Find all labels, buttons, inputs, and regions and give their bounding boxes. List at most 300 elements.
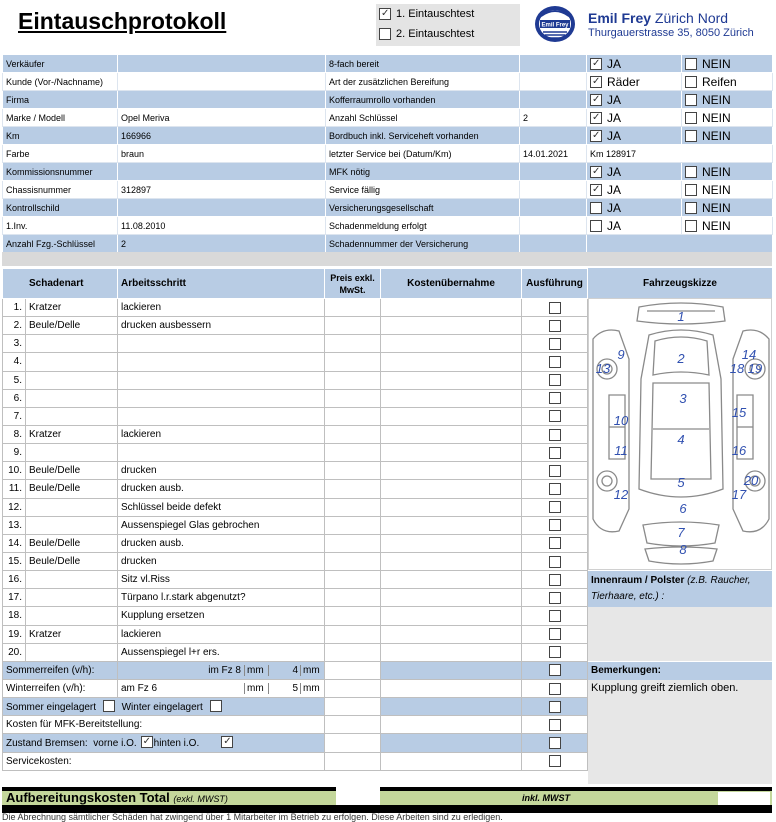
info-label2: Schadenmeldung erfolgt bbox=[326, 217, 520, 235]
ausfuehrung-checkbox[interactable] bbox=[549, 664, 561, 676]
damage-type[interactable]: Beule/Delle bbox=[26, 552, 118, 570]
sketch-label: 16 bbox=[731, 443, 747, 458]
info-label2: Service fällig bbox=[326, 181, 520, 199]
ausfuehrung-cell[interactable] bbox=[522, 716, 588, 734]
ausfuehrung-checkbox[interactable] bbox=[549, 755, 561, 767]
damage-type[interactable] bbox=[26, 444, 118, 462]
info-value2[interactable]: 2 bbox=[520, 109, 587, 127]
info-value[interactable] bbox=[118, 73, 326, 91]
sketch-label: 6 bbox=[679, 501, 687, 516]
ausfuehrung-checkbox[interactable] bbox=[549, 447, 561, 459]
damage-number: 9. bbox=[3, 444, 26, 462]
info-value2[interactable] bbox=[520, 181, 587, 199]
ja-checkbox[interactable] bbox=[590, 184, 602, 196]
ausfuehrung-checkbox[interactable] bbox=[549, 537, 561, 549]
nein-label: Reifen bbox=[702, 74, 737, 89]
info-label2: 8-fach bereit bbox=[326, 55, 520, 73]
innenraum-hint: (z.B. Raucher, Tierhaare, etc.) : bbox=[591, 575, 751, 602]
info-label: Firma bbox=[3, 91, 118, 109]
ausfuehrung-cell[interactable] bbox=[522, 607, 588, 625]
info-value2[interactable] bbox=[520, 73, 587, 91]
damage-price[interactable] bbox=[325, 389, 381, 407]
nein-option[interactable] bbox=[682, 91, 773, 109]
damage-row bbox=[3, 498, 588, 516]
ja-checkbox[interactable] bbox=[590, 220, 602, 232]
extra-price[interactable] bbox=[325, 734, 381, 752]
damage-cost[interactable] bbox=[381, 552, 522, 570]
damage-cost[interactable] bbox=[381, 425, 522, 443]
damage-number: 19. bbox=[3, 625, 26, 643]
ja-label: Räder bbox=[607, 74, 640, 89]
damage-step[interactable] bbox=[118, 389, 325, 407]
sketch-label: 2 bbox=[677, 351, 685, 366]
extra-price[interactable] bbox=[325, 679, 381, 697]
winter-eingelagert-checkbox[interactable] bbox=[210, 700, 222, 712]
info-label: Verkäufer bbox=[3, 55, 118, 73]
ausfuehrung-checkbox[interactable] bbox=[549, 356, 561, 368]
damage-price[interactable] bbox=[325, 317, 381, 335]
damage-type[interactable]: Beule/Delle bbox=[26, 480, 118, 498]
ja-option[interactable] bbox=[587, 127, 682, 145]
info-value2[interactable] bbox=[520, 217, 587, 235]
bremsen-hinten-checkbox[interactable] bbox=[221, 736, 233, 748]
nein-option[interactable] bbox=[682, 217, 773, 235]
ausfuehrung-cell[interactable] bbox=[522, 353, 588, 371]
damage-step[interactable]: Aussenspiegel l+r ers. bbox=[118, 643, 325, 661]
damage-price[interactable] bbox=[325, 407, 381, 425]
damage-price[interactable] bbox=[325, 589, 381, 607]
damage-cost[interactable] bbox=[381, 498, 522, 516]
ja-checkbox[interactable] bbox=[590, 94, 602, 106]
damage-type[interactable]: Beule/Delle bbox=[26, 534, 118, 552]
winter-label: Winterreifen (v/h): bbox=[3, 679, 118, 697]
damage-price[interactable] bbox=[325, 444, 381, 462]
damage-step[interactable]: Türpano l.r.stark abgenutzt? bbox=[118, 589, 325, 607]
damage-row bbox=[3, 299, 588, 317]
damage-price[interactable] bbox=[325, 335, 381, 353]
test1-label: 1. Eintauschtest bbox=[396, 8, 475, 20]
damage-step[interactable]: Aussenspiegel Glas gebrochen bbox=[118, 516, 325, 534]
damage-step[interactable]: lackieren bbox=[118, 299, 325, 317]
damage-price[interactable] bbox=[325, 607, 381, 625]
ausfuehrung-checkbox[interactable] bbox=[549, 302, 561, 314]
damage-row bbox=[3, 407, 588, 425]
info-extra[interactable]: Km 128917 bbox=[587, 145, 773, 163]
sketch-label: 20 bbox=[743, 473, 759, 488]
damage-price[interactable] bbox=[325, 534, 381, 552]
damage-type[interactable]: Beule/Delle bbox=[26, 317, 118, 335]
ausfuehrung-cell[interactable] bbox=[522, 679, 588, 697]
ausfuehrung-cell[interactable] bbox=[522, 643, 588, 661]
extra-cost[interactable] bbox=[381, 734, 522, 752]
damage-step[interactable]: Schlüssel beide defekt bbox=[118, 498, 325, 516]
info-value2[interactable] bbox=[520, 199, 587, 217]
damage-type[interactable] bbox=[26, 335, 118, 353]
info-value2[interactable] bbox=[520, 127, 587, 145]
nein-option[interactable] bbox=[682, 73, 773, 91]
info-value2[interactable] bbox=[520, 91, 587, 109]
damage-number: 14. bbox=[3, 534, 26, 552]
nein-label: NEIN bbox=[702, 164, 731, 179]
damage-type[interactable] bbox=[26, 607, 118, 625]
ausfuehrung-checkbox[interactable] bbox=[549, 374, 561, 386]
nein-checkbox[interactable] bbox=[685, 166, 697, 178]
ja-checkbox[interactable] bbox=[590, 58, 602, 70]
damage-cost[interactable] bbox=[381, 335, 522, 353]
damage-cost[interactable] bbox=[381, 389, 522, 407]
ausfuehrung-cell[interactable] bbox=[522, 752, 588, 770]
ausfuehrung-cell[interactable] bbox=[522, 317, 588, 335]
ja-label: JA bbox=[607, 92, 622, 107]
damage-cost[interactable] bbox=[381, 625, 522, 643]
test-selection-box bbox=[376, 4, 520, 46]
winter-val2[interactable]: 5 bbox=[268, 683, 300, 694]
info-value[interactable]: 312897 bbox=[118, 181, 326, 199]
service-label: Servicekosten: bbox=[3, 752, 325, 770]
ausfuehrung-checkbox[interactable] bbox=[549, 646, 561, 658]
damage-number: 11. bbox=[3, 480, 26, 498]
ja-option[interactable] bbox=[587, 217, 682, 235]
nein-option[interactable] bbox=[682, 199, 773, 217]
damage-cost[interactable] bbox=[381, 589, 522, 607]
damage-cost[interactable] bbox=[381, 317, 522, 335]
damage-cost[interactable] bbox=[381, 607, 522, 625]
info-value2[interactable] bbox=[520, 235, 587, 253]
nein-checkbox[interactable] bbox=[685, 202, 697, 214]
ja-option[interactable] bbox=[587, 55, 682, 73]
ausfuehrung-cell[interactable] bbox=[522, 516, 588, 534]
info-empty[interactable] bbox=[587, 235, 773, 253]
ausfuehrung-checkbox[interactable] bbox=[549, 737, 561, 749]
sommer-text[interactable]: im Fz 8 bbox=[208, 664, 241, 676]
ja-option[interactable] bbox=[587, 199, 682, 217]
ausfuehrung-checkbox[interactable] bbox=[549, 556, 561, 568]
info-row bbox=[3, 55, 773, 73]
winter-eingelagert-label: Winter eingelagert bbox=[121, 702, 203, 714]
ausfuehrung-cell[interactable] bbox=[522, 625, 588, 643]
damage-type[interactable] bbox=[26, 643, 118, 661]
ausfuehrung-cell[interactable] bbox=[522, 498, 588, 516]
damage-price[interactable] bbox=[325, 498, 381, 516]
info-value[interactable]: Opel Meriva bbox=[118, 109, 326, 127]
ausfuehrung-checkbox[interactable] bbox=[549, 465, 561, 477]
damage-cost[interactable] bbox=[381, 480, 522, 498]
damage-type[interactable] bbox=[26, 353, 118, 371]
info-value2[interactable]: 14.01.2021 bbox=[520, 145, 587, 163]
ja-option[interactable] bbox=[587, 91, 682, 109]
damage-price[interactable] bbox=[325, 516, 381, 534]
damage-number: 18. bbox=[3, 607, 26, 625]
damage-type[interactable] bbox=[26, 571, 118, 589]
damage-cost[interactable] bbox=[381, 444, 522, 462]
ausfuehrung-checkbox[interactable] bbox=[549, 410, 561, 422]
sommer-values bbox=[118, 661, 325, 679]
company-name: Emil Frey Zürich Nord bbox=[588, 10, 729, 26]
damage-step[interactable] bbox=[118, 444, 325, 462]
ja-checkbox[interactable] bbox=[590, 76, 602, 88]
ja-label: JA bbox=[607, 110, 622, 125]
ausfuehrung-checkbox[interactable] bbox=[549, 483, 561, 495]
ja-checkbox[interactable] bbox=[590, 166, 602, 178]
info-value2[interactable] bbox=[520, 163, 587, 181]
innenraum-input[interactable] bbox=[588, 607, 772, 661]
nein-checkbox[interactable] bbox=[685, 94, 697, 106]
damage-type[interactable]: Kratzer bbox=[26, 625, 118, 643]
ausfuehrung-checkbox[interactable] bbox=[549, 574, 561, 586]
nein-option[interactable] bbox=[682, 127, 773, 145]
info-value2[interactable] bbox=[520, 55, 587, 73]
damage-price[interactable] bbox=[325, 571, 381, 589]
sommer-val2[interactable]: 4 bbox=[268, 665, 300, 676]
info-value[interactable]: braun bbox=[118, 145, 326, 163]
ausfuehrung-cell[interactable] bbox=[522, 534, 588, 552]
ausfuehrung-checkbox[interactable] bbox=[549, 628, 561, 640]
nein-checkbox[interactable] bbox=[685, 112, 697, 124]
nein-option[interactable] bbox=[682, 163, 773, 181]
ja-option[interactable] bbox=[587, 163, 682, 181]
damage-cost[interactable] bbox=[381, 462, 522, 480]
ausfuehrung-cell[interactable] bbox=[522, 407, 588, 425]
ausfuehrung-cell[interactable] bbox=[522, 698, 588, 716]
extra-cost[interactable] bbox=[381, 716, 522, 734]
nein-checkbox[interactable] bbox=[685, 58, 697, 70]
ausfuehrung-cell[interactable] bbox=[522, 571, 588, 589]
damage-cost[interactable] bbox=[381, 571, 522, 589]
ausfuehrung-checkbox[interactable] bbox=[549, 392, 561, 404]
damage-type[interactable]: Beule/Delle bbox=[26, 462, 118, 480]
damage-step[interactable]: drucken ausbessern bbox=[118, 317, 325, 335]
damage-type[interactable] bbox=[26, 516, 118, 534]
ausfuehrung-checkbox[interactable] bbox=[549, 519, 561, 531]
ausfuehrung-cell[interactable] bbox=[522, 661, 588, 679]
damage-number: 2. bbox=[3, 317, 26, 335]
nein-checkbox[interactable] bbox=[685, 130, 697, 142]
ausfuehrung-cell[interactable] bbox=[522, 444, 588, 462]
extra-price[interactable] bbox=[325, 752, 381, 770]
ausfuehrung-checkbox[interactable] bbox=[549, 610, 561, 622]
info-value[interactable] bbox=[118, 91, 326, 109]
damage-price[interactable] bbox=[325, 625, 381, 643]
damage-number: 4. bbox=[3, 353, 26, 371]
damage-cost[interactable] bbox=[381, 516, 522, 534]
bemerkungen-input[interactable]: Kupplung greift ziemlich oben. bbox=[588, 680, 772, 784]
damage-step[interactable]: Kupplung ersetzen bbox=[118, 607, 325, 625]
footnote: Die Abrechnung sämtlicher Schäden hat zwingend über 1 Mitarbeiter im Betrieb zu erfolgen. Diese Arbeiten sind zu erledigen. bbox=[2, 812, 503, 822]
damage-price[interactable] bbox=[325, 462, 381, 480]
damage-row bbox=[3, 317, 588, 335]
damage-type[interactable] bbox=[26, 589, 118, 607]
nein-label: NEIN bbox=[702, 92, 731, 107]
ausfuehrung-cell[interactable] bbox=[522, 589, 588, 607]
damage-type[interactable] bbox=[26, 389, 118, 407]
nein-checkbox[interactable] bbox=[685, 220, 697, 232]
damage-price[interactable] bbox=[325, 425, 381, 443]
damage-price[interactable] bbox=[325, 643, 381, 661]
sommer-eingelagert-label: Sommer eingelagert bbox=[6, 702, 97, 714]
nein-checkbox[interactable] bbox=[685, 184, 697, 196]
sommer-unit2: mm bbox=[300, 665, 324, 676]
extra-cost[interactable] bbox=[381, 752, 522, 770]
info-row bbox=[3, 199, 773, 217]
info-label: Farbe bbox=[3, 145, 118, 163]
header-ausfuehrung: Ausführung bbox=[522, 269, 588, 299]
damage-number: 8. bbox=[3, 425, 26, 443]
info-row bbox=[3, 127, 773, 145]
ausfuehrung-checkbox[interactable] bbox=[549, 701, 561, 713]
ausfuehrung-cell[interactable] bbox=[522, 734, 588, 752]
extra-price[interactable] bbox=[325, 716, 381, 734]
damage-extra-row bbox=[3, 734, 588, 752]
ja-label: JA bbox=[607, 56, 622, 71]
ausfuehrung-checkbox[interactable] bbox=[549, 429, 561, 441]
damage-type[interactable] bbox=[26, 498, 118, 516]
damage-step[interactable]: lackieren bbox=[118, 625, 325, 643]
bremsen-hinten-label: hinten i.O. bbox=[153, 738, 200, 750]
damage-cost[interactable] bbox=[381, 299, 522, 317]
damage-step[interactable]: drucken bbox=[118, 462, 325, 480]
extra-price[interactable] bbox=[325, 661, 381, 679]
extra-price[interactable] bbox=[325, 698, 381, 716]
info-value[interactable] bbox=[118, 199, 326, 217]
header-kostenuebernahme: Kostenübernahme bbox=[381, 269, 522, 299]
damage-step[interactable]: drucken ausb. bbox=[118, 534, 325, 552]
damage-type[interactable] bbox=[26, 371, 118, 389]
extra-cost[interactable] bbox=[381, 661, 522, 679]
nein-option[interactable] bbox=[682, 181, 773, 199]
nein-option[interactable] bbox=[682, 109, 773, 127]
damage-extra-row bbox=[3, 661, 588, 679]
ausfuehrung-checkbox[interactable] bbox=[549, 320, 561, 332]
info-value[interactable]: 166966 bbox=[118, 127, 326, 145]
info-value[interactable]: 2 bbox=[118, 235, 326, 253]
nein-label: NEIN bbox=[702, 56, 731, 71]
sketch-label: 13 bbox=[595, 361, 611, 376]
sommer-unit1: mm bbox=[244, 665, 268, 676]
total-mwst-field[interactable] bbox=[718, 792, 770, 806]
sketch-label: 14 bbox=[741, 347, 757, 362]
sketch-label: 19 bbox=[747, 361, 763, 376]
winter-text[interactable]: am Fz 6 bbox=[121, 683, 158, 695]
ausfuehrung-cell[interactable] bbox=[522, 425, 588, 443]
damage-row bbox=[3, 425, 588, 443]
ausfuehrung-checkbox[interactable] bbox=[549, 501, 561, 513]
sketch-label: 1 bbox=[677, 309, 685, 324]
nein-option[interactable] bbox=[682, 55, 773, 73]
ausfuehrung-cell[interactable] bbox=[522, 335, 588, 353]
damage-cost[interactable] bbox=[381, 353, 522, 371]
damage-extra-row bbox=[3, 679, 588, 697]
damage-number: 3. bbox=[3, 335, 26, 353]
bremsen-cell bbox=[3, 734, 325, 752]
company-address: Thurgauerstrasse 35, 8050 Zürich bbox=[588, 27, 754, 39]
ausfuehrung-checkbox[interactable] bbox=[549, 592, 561, 604]
info-value[interactable]: 11.08.2010 bbox=[118, 217, 326, 235]
ja-option[interactable] bbox=[587, 109, 682, 127]
damage-price[interactable] bbox=[325, 552, 381, 570]
info-label2: Anzahl Schlüssel bbox=[326, 109, 520, 127]
info-row bbox=[3, 235, 773, 253]
damage-price[interactable] bbox=[325, 480, 381, 498]
bremsen-vorne-checkbox[interactable] bbox=[141, 736, 153, 748]
sommer-eingelagert-checkbox[interactable] bbox=[103, 700, 115, 712]
winter-unit1: mm bbox=[244, 683, 268, 694]
damage-step[interactable] bbox=[118, 407, 325, 425]
damage-price[interactable] bbox=[325, 371, 381, 389]
damage-step[interactable] bbox=[118, 353, 325, 371]
ja-checkbox[interactable] bbox=[590, 112, 602, 124]
ausfuehrung-cell[interactable] bbox=[522, 389, 588, 407]
header-arbeitsschritt: Arbeitsschritt bbox=[118, 269, 325, 299]
extra-cost[interactable] bbox=[381, 679, 522, 697]
sketch-label: 15 bbox=[731, 405, 747, 420]
damage-cost[interactable] bbox=[381, 643, 522, 661]
nein-checkbox[interactable] bbox=[685, 76, 697, 88]
ja-option[interactable] bbox=[587, 73, 682, 91]
ja-checkbox[interactable] bbox=[590, 202, 602, 214]
sketch-label: 8 bbox=[679, 542, 687, 557]
ja-checkbox[interactable] bbox=[590, 130, 602, 142]
damage-step[interactable]: lackieren bbox=[118, 425, 325, 443]
test1-checkbox[interactable] bbox=[379, 8, 391, 20]
info-label2: Art der zusätzlichen Bereifung bbox=[326, 73, 520, 91]
damage-step[interactable]: drucken bbox=[118, 552, 325, 570]
damage-cost[interactable] bbox=[381, 371, 522, 389]
company-block bbox=[588, 10, 754, 39]
damage-type[interactable]: Kratzer bbox=[26, 425, 118, 443]
damage-step[interactable] bbox=[118, 371, 325, 389]
ausfuehrung-checkbox[interactable] bbox=[549, 719, 561, 731]
damage-type[interactable]: Kratzer bbox=[26, 299, 118, 317]
sketch-label: 7 bbox=[677, 525, 685, 540]
damage-price[interactable] bbox=[325, 353, 381, 371]
mfk-label: Kosten für MFK-Bereitstellung: bbox=[3, 716, 325, 734]
damage-type[interactable] bbox=[26, 407, 118, 425]
bremsen-vorne-label: vorne i.O. bbox=[93, 738, 137, 750]
damage-cost[interactable] bbox=[381, 534, 522, 552]
test1-row[interactable] bbox=[379, 8, 474, 20]
damage-price[interactable] bbox=[325, 299, 381, 317]
ausfuehrung-checkbox[interactable] bbox=[549, 683, 561, 695]
ausfuehrung-cell[interactable] bbox=[522, 371, 588, 389]
sketch-label: 5 bbox=[677, 475, 685, 490]
info-row bbox=[3, 91, 773, 109]
ausfuehrung-checkbox[interactable] bbox=[549, 338, 561, 350]
vehicle-sketch[interactable] bbox=[588, 298, 772, 570]
sketch-header: Fahrzeugskizze bbox=[588, 268, 772, 298]
ausfuehrung-cell[interactable] bbox=[522, 552, 588, 570]
sketch-label: 11 bbox=[614, 443, 628, 458]
ja-option[interactable] bbox=[587, 181, 682, 199]
info-label: 1.Inv. bbox=[3, 217, 118, 235]
info-label2: Versicherungsgesellschaft bbox=[326, 199, 520, 217]
damage-step[interactable]: drucken ausb. bbox=[118, 480, 325, 498]
damage-cost[interactable] bbox=[381, 407, 522, 425]
test2-row[interactable] bbox=[379, 28, 474, 40]
ausfuehrung-cell[interactable] bbox=[522, 462, 588, 480]
damage-extra-row bbox=[3, 716, 588, 734]
winter-unit2: mm bbox=[300, 683, 324, 694]
extra-cost[interactable] bbox=[381, 698, 522, 716]
info-value[interactable] bbox=[118, 163, 326, 181]
info-label: Km bbox=[3, 127, 118, 145]
test2-checkbox[interactable] bbox=[379, 28, 391, 40]
damage-step[interactable]: Sitz vl.Riss bbox=[118, 571, 325, 589]
ausfuehrung-cell[interactable] bbox=[522, 480, 588, 498]
ausfuehrung-cell[interactable] bbox=[522, 299, 588, 317]
damage-step[interactable] bbox=[118, 335, 325, 353]
damage-row bbox=[3, 552, 588, 570]
info-value[interactable] bbox=[118, 55, 326, 73]
